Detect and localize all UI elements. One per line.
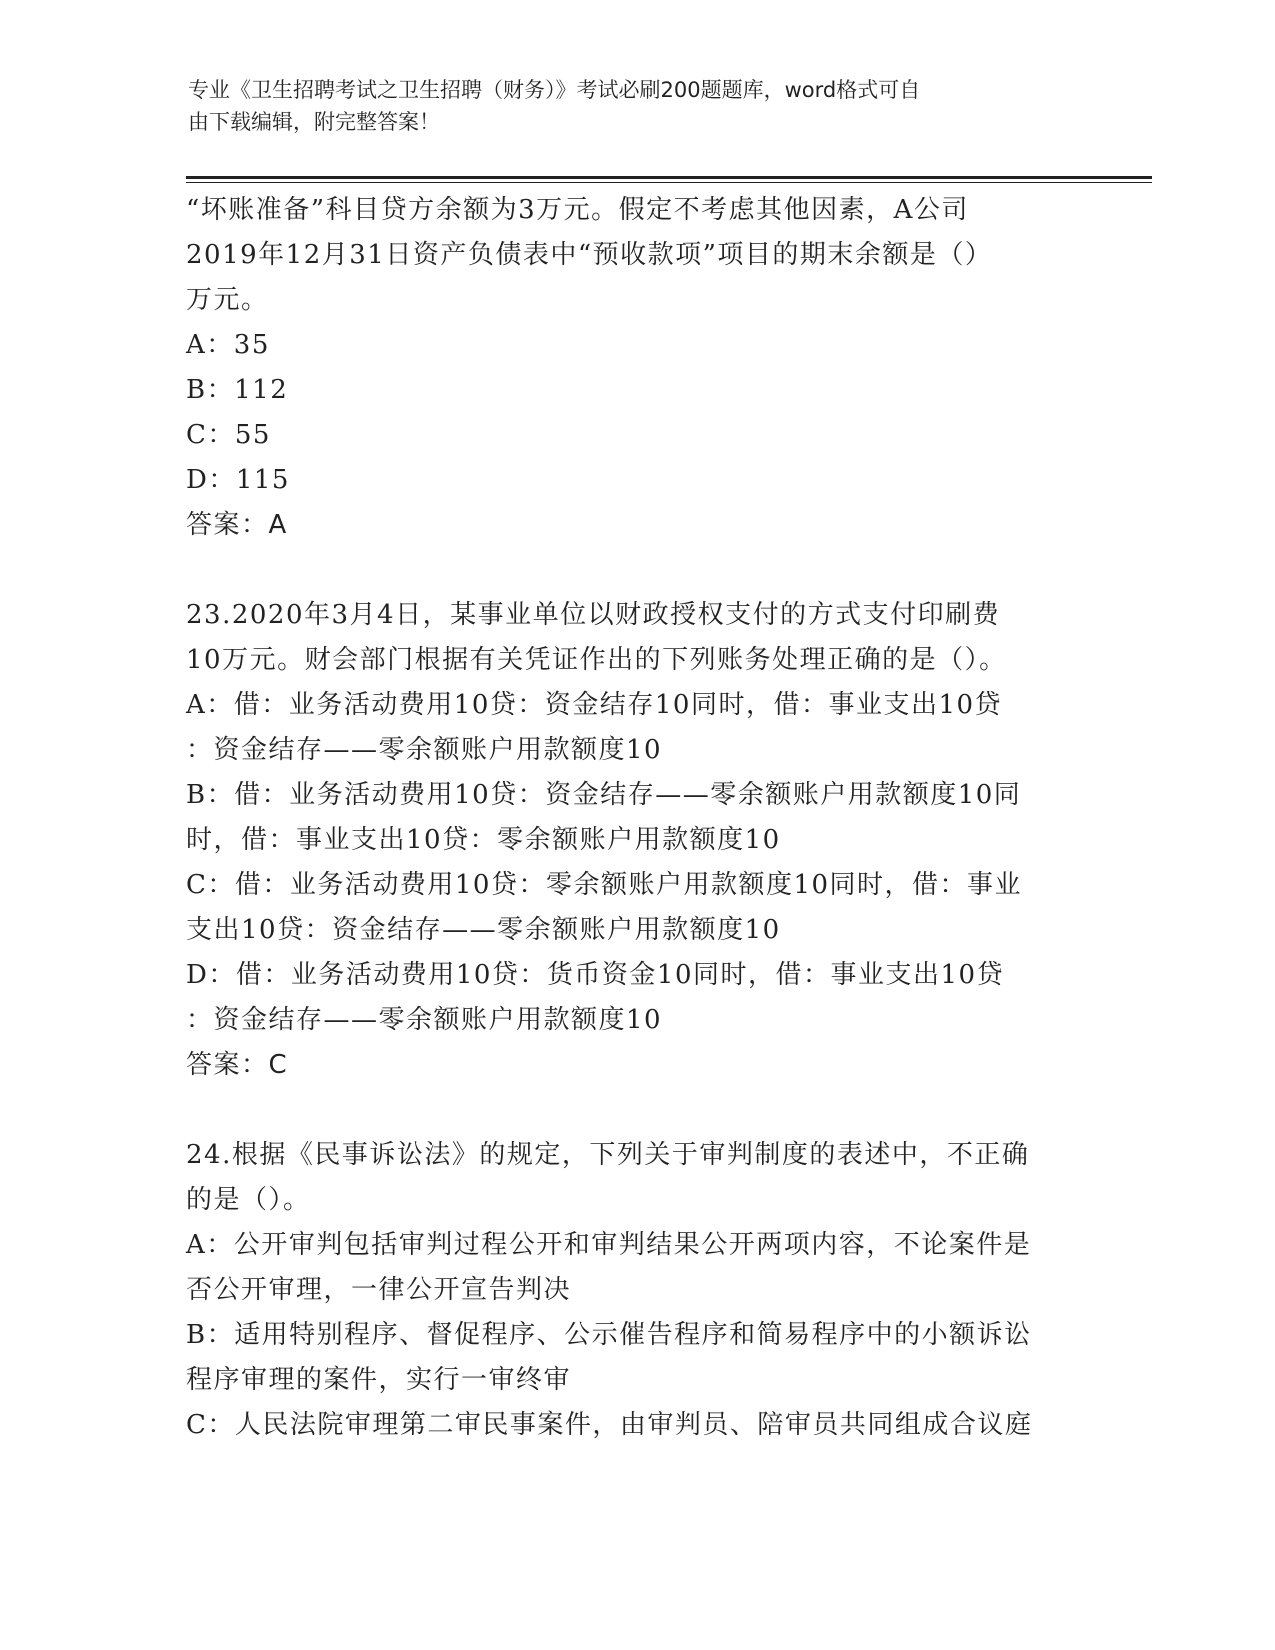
option-line: A：公开审判包括审判过程公开和审判结果公开两项内容，不论案件是: [186, 1230, 1032, 1260]
header-divider-thick: [186, 176, 1152, 179]
option-line: A：借：业务活动费用10贷：资金结存10同时，借：事业支出10贷: [186, 690, 1003, 720]
header-divider-thin: [186, 182, 1152, 183]
option-line: C：人民法院审理第二审民事案件，由审判员、陪审员共同组成合议庭: [186, 1410, 1033, 1440]
option-a: A：35: [186, 330, 270, 360]
header-line-1: 专业《卫生招聘考试之卫生招聘（财务）》考试必刷200题题库，word格式可自: [188, 78, 921, 102]
question-22: [186, 188, 1076, 548]
option-line: ：资金结存——零余额账户用款额度10: [186, 1005, 663, 1035]
question-spacer: [186, 1088, 1076, 1133]
option-line: 时，借：事业支出10贷：零余额账户用款额度10: [186, 825, 781, 855]
option-line: B：借：业务活动费用10贷：资金结存——零余额账户用款额度10同: [186, 780, 1022, 810]
question-stem-line: 万元。: [186, 285, 269, 315]
question-spacer: [186, 548, 1076, 593]
question-stem-line: 2019年12月31日资产负债表中“预收款项”项目的期末余额是（）: [186, 240, 993, 270]
question-stem-line: “坏账准备”科目贷方余额为3万元。假定不考虑其他因素，A公司: [186, 195, 969, 225]
option-line: D：借：业务活动费用10贷：货币资金10同时，借：事业支出10贷: [186, 960, 1005, 990]
question-stem-line: 24.根据《民事诉讼法》的规定，下列关于审判制度的表述中，不正确: [186, 1140, 1030, 1170]
option-line: B：适用特别程序、督促程序、公示催告程序和简易程序中的小额诉讼: [186, 1320, 1032, 1350]
question-23: [186, 593, 1076, 1088]
page-header: [188, 74, 1068, 138]
question-stem-line: 10万元。财会部门根据有关凭证作出的下列账务处理正确的是（）。: [186, 645, 1007, 675]
question-content: [186, 188, 1076, 1448]
answer-line: 答案：A: [186, 510, 288, 540]
option-d: D：115: [186, 465, 290, 495]
header-line-2: 由下载编辑，附完整答案！: [188, 110, 440, 134]
option-line: C：借：业务活动费用10贷：零余额账户用款额度10同时，借：事业: [186, 870, 1023, 900]
question-24: [186, 1133, 1076, 1448]
option-line: 程序审理的案件，实行一审终审: [186, 1365, 572, 1395]
option-line: 支出10贷：资金结存——零余额账户用款额度10: [186, 915, 781, 945]
question-stem-line: 23.2020年3月4日，某事业单位以财政授权支付的方式支付印刷费: [186, 600, 1001, 630]
question-stem-line: 的是（）。: [186, 1185, 311, 1215]
option-line: ：资金结存——零余额账户用款额度10: [186, 735, 663, 765]
option-c: C：55: [186, 420, 271, 450]
option-line: 否公开审理，一律公开宣告判决: [186, 1275, 572, 1305]
answer-line: 答案：C: [186, 1050, 289, 1080]
option-b: B：112: [186, 375, 289, 405]
